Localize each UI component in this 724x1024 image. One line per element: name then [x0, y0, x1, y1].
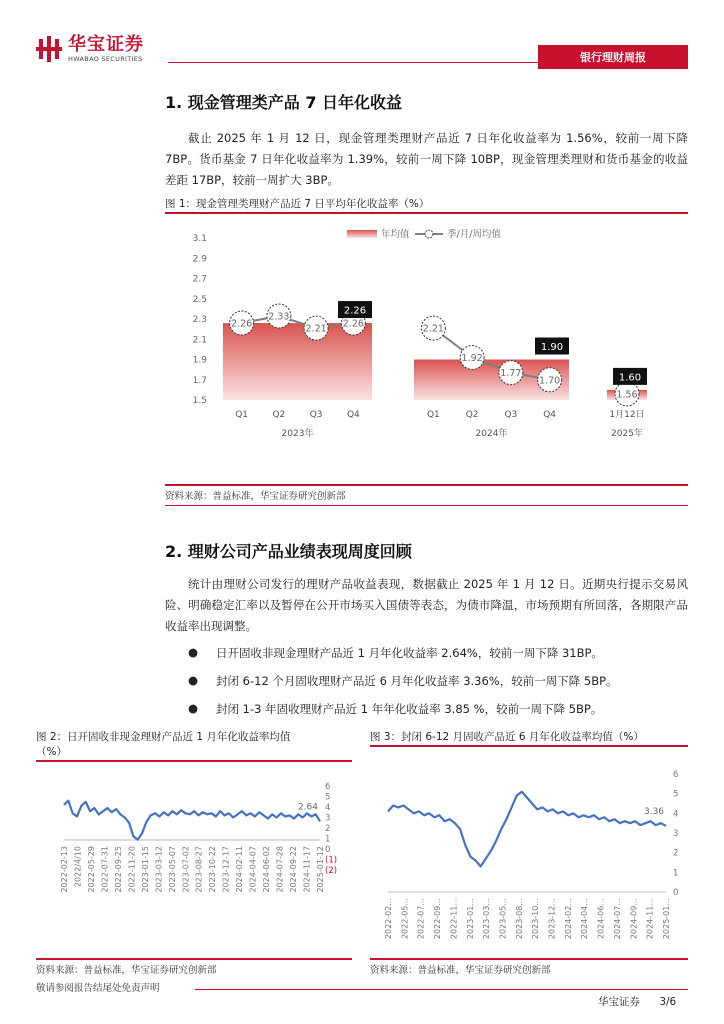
logo-mark-icon — [36, 36, 62, 62]
bullet-text: 日开固收非现金理财产品近 1 月年化收益率 2.64%，较前一周下降 31BP。 — [216, 646, 603, 660]
x-tick-label: 2024-06-02 — [262, 846, 272, 893]
company-logo — [36, 36, 144, 63]
x-tick-label: 2024-07-28 — [275, 846, 285, 893]
x-tick-label: 2023-07-02 — [181, 846, 191, 893]
x-tick-label: 2023-05-07 — [167, 846, 177, 893]
logo-en: HWABAO SECURITIES — [68, 55, 143, 63]
x-tick-label: 2024-11-17 — [302, 846, 312, 893]
x-tick-label: 2023-08-27 — [194, 846, 204, 893]
y-tick-label: 2 — [673, 848, 679, 859]
quarterly-value-label: 2.33 — [268, 311, 290, 323]
page-number: 3/6 — [659, 996, 677, 1008]
series-line — [388, 792, 666, 867]
x-tick-label: 2024-07... — [612, 898, 622, 940]
x-tick-label: Q3 — [309, 410, 323, 420]
fig2-title — [36, 729, 352, 759]
section1-paragraph: 截止 2025 年 1 月 12 日，现金管理类理财产品近 7 日年化收益率为 1.56%，较前一周下降 7BP。货币基金 7 日年化收益率为 1.39%，较前一周下降 10BP，现金管理类理财和货币基金的收益差距 17BP，较前一周扩大 3BP。 — [165, 131, 688, 187]
section2-title: 2. 理财公司产品业绩表现周度回顾 — [165, 542, 412, 561]
annual-value-label: 1.90 — [540, 342, 564, 353]
x-tick-label: 2024-09... — [629, 898, 639, 940]
x-tick-label: 2024-09-22 — [289, 846, 299, 893]
end-value-label: 3.36 — [643, 806, 664, 817]
group-label: 2025年 — [611, 429, 643, 439]
bullet-text: 封闭 6-12 个月固收理财产品近 6 月年化收益率 3.36%，较前一周下降 5BP。 — [216, 674, 618, 688]
quarterly-value-label: 2.26 — [231, 318, 253, 330]
section2-paragraph: 统计由理财公司发行的理财产品收益表现，数据截止 2025 年 1 月 12 日。近期央行提示交易风险、明确稳定汇率以及暂停在公开市场买入国债等表态，为债市降温，市场预期有所回落，各期限产品收益率出现调整。 — [165, 577, 688, 633]
x-tick-label: Q4 — [543, 410, 557, 420]
bullet-item — [188, 673, 618, 689]
y-tick-label: 4 — [673, 809, 679, 820]
quarterly-value-label: 1.56 — [616, 389, 638, 401]
legend-quarterly-marker — [425, 230, 433, 238]
fig2-title-line2: （%） — [36, 746, 67, 758]
y-tick-label: 1 — [673, 868, 679, 879]
x-tick-label: Q2 — [272, 410, 286, 420]
x-tick-label: 1月12日 — [609, 410, 645, 420]
footer-right — [598, 994, 676, 1009]
y-tick-label: 2 — [325, 824, 331, 834]
logo-cn: 华宝证券 — [68, 34, 144, 55]
group-label: 2023年 — [281, 429, 314, 439]
legend-quarterly-label: 季/月/周均值 — [447, 229, 501, 240]
y-tick-label: 1.7 — [192, 375, 207, 386]
y-tick-label: 0 — [673, 888, 679, 898]
fig1-source-rule — [165, 505, 688, 506]
x-tick-label: 2024-06... — [596, 898, 606, 940]
quarterly-value-label: 2.21 — [422, 323, 444, 335]
quarterly-value-label: 2.26 — [342, 318, 364, 330]
x-tick-label: 2023-08... — [514, 898, 524, 940]
x-tick-label: 2023-03... — [482, 898, 492, 940]
y-tick-label: 3 — [673, 829, 679, 839]
x-tick-label: Q3 — [504, 410, 518, 420]
section1-title: 1. 现金管理类产品 7 日年化收益 — [165, 93, 403, 112]
footer-rule — [195, 989, 688, 990]
fig3-top-rule — [370, 745, 688, 747]
x-tick-label: 2023-10... — [531, 898, 541, 940]
y-tick-label: 2.7 — [192, 274, 207, 285]
annual-value-label: 1.60 — [618, 372, 642, 384]
fig2-top-rule — [36, 760, 352, 762]
fig1-title: 图 1：现金管理类理财产品近 7 日平均年化收益率（%） — [165, 198, 430, 210]
y-tick-label: 5 — [673, 789, 679, 800]
footer-company: 华宝证券 — [598, 996, 640, 1008]
x-tick-label: 2024-04... — [580, 898, 590, 940]
fig1-source: 资料来源：普益标准，华宝证券研究创新部 — [165, 491, 346, 502]
x-tick-label: 2023-05... — [498, 898, 508, 940]
y-tick-label: 2.1 — [192, 335, 207, 346]
fig3-bottom-rule — [370, 958, 688, 960]
x-tick-label: 2022-02... — [384, 898, 393, 940]
x-tick-label: Q4 — [346, 410, 360, 420]
y-tick-label: 5 — [325, 792, 331, 803]
bullet-item — [188, 701, 602, 717]
x-tick-label: 2023-01... — [465, 898, 475, 940]
y-tick-label: 3.1 — [192, 234, 207, 244]
fig1-bottom-rule — [165, 484, 688, 486]
footer-disclaimer: 敬请参阅报告结尾处免责声明 — [36, 983, 160, 994]
x-tick-label: 2024-11... — [645, 898, 655, 940]
bullet-dot-icon: ● — [188, 673, 199, 687]
report-tag: 银行理财周报 — [538, 45, 688, 69]
x-tick-label: 2023-03-12 — [154, 846, 164, 893]
fig2-bottom-rule — [36, 958, 352, 960]
x-tick-label: 2025-01-12 — [316, 846, 325, 893]
y-tick-label: 6 — [673, 770, 679, 780]
y-tick-label: 6 — [325, 782, 331, 792]
y-tick-label: 0 — [325, 845, 331, 855]
bullet-dot-icon: ● — [188, 645, 199, 659]
quarterly-value-label: 1.77 — [500, 368, 522, 380]
fig3-chart — [370, 750, 688, 956]
fig3-title: 图 3：封闭 6-12 月固收产品近 6 月年化收益率均值（%） — [370, 731, 644, 743]
fig1-top-rule — [165, 212, 688, 214]
x-tick-label: 2022-02-13 — [60, 846, 69, 893]
bullet-text: 封闭 1-3 年固收理财产品近 1 年年化收益率 3.85 %，较前一周下降 5BP。 — [216, 702, 603, 716]
fig1-chart — [165, 218, 688, 480]
x-tick-label: 2022-11... — [449, 898, 459, 940]
x-tick-label: 2024-02-11 — [235, 846, 245, 893]
series-line — [64, 801, 320, 840]
x-tick-label: 2022/4/10 — [73, 846, 83, 888]
x-tick-label: 2024-02... — [563, 898, 573, 940]
fig2-source: 资料来源：普益标准，华宝证券研究创新部 — [36, 965, 217, 976]
quarterly-value-label: 2.21 — [305, 323, 327, 335]
legend-annual-swatch — [347, 230, 377, 238]
x-tick-label: 2022-09-25 — [113, 846, 123, 893]
fig3-source: 资料来源：普益标准，华宝证券研究创新部 — [370, 965, 551, 976]
x-tick-label: 2023-12-17 — [221, 846, 231, 893]
x-tick-label: 2022-05... — [400, 898, 410, 940]
group-label: 2024年 — [475, 429, 508, 439]
end-value-label: 2.64 — [297, 802, 318, 813]
y-tick-label: 2.9 — [192, 254, 207, 265]
bullet-item — [188, 645, 603, 661]
y-tick-label: 2.5 — [192, 294, 207, 305]
x-tick-label: Q1 — [426, 410, 440, 420]
bullet-dot-icon: ● — [188, 701, 199, 715]
x-tick-label: 2022-09... — [433, 898, 443, 940]
x-tick-label: 2022-11-20 — [127, 846, 137, 893]
header-rule — [168, 62, 538, 63]
x-tick-label: 2022-05-29 — [86, 846, 96, 893]
y-tick-label: 4 — [325, 803, 331, 813]
page-header — [0, 0, 724, 72]
y-tick-label: 1.5 — [192, 396, 207, 406]
y-tick-label: (2) — [325, 866, 338, 876]
x-tick-label: Q1 — [235, 410, 249, 420]
x-tick-label: 2023-12... — [547, 898, 557, 940]
x-tick-label: Q2 — [465, 410, 479, 420]
fig2-chart — [36, 764, 352, 956]
y-tick-label: (1) — [325, 855, 338, 866]
quarterly-value-label: 1.70 — [539, 375, 561, 387]
y-tick-label: 2.3 — [192, 315, 207, 325]
quarterly-value-label: 1.92 — [461, 352, 483, 364]
x-tick-label: 2025-01... — [662, 898, 671, 940]
y-tick-label: 1 — [325, 834, 331, 845]
x-tick-label: 2022-07-31 — [100, 846, 110, 893]
y-tick-label: 3 — [325, 813, 331, 824]
y-tick-label: 1.9 — [192, 355, 207, 366]
x-tick-label: 2023-10-22 — [208, 846, 218, 893]
x-tick-label: 2023-01-15 — [140, 846, 150, 893]
x-tick-label: 2022-07... — [416, 898, 426, 940]
annual-value-label: 2.26 — [343, 305, 367, 317]
legend-annual-label: 年均值 — [381, 229, 410, 240]
fig2-title-line1: 图 2：日开固收非现金理财产品近 1 月年化收益率均值 — [36, 731, 291, 743]
x-tick-label: 2024-04-07 — [248, 846, 258, 893]
